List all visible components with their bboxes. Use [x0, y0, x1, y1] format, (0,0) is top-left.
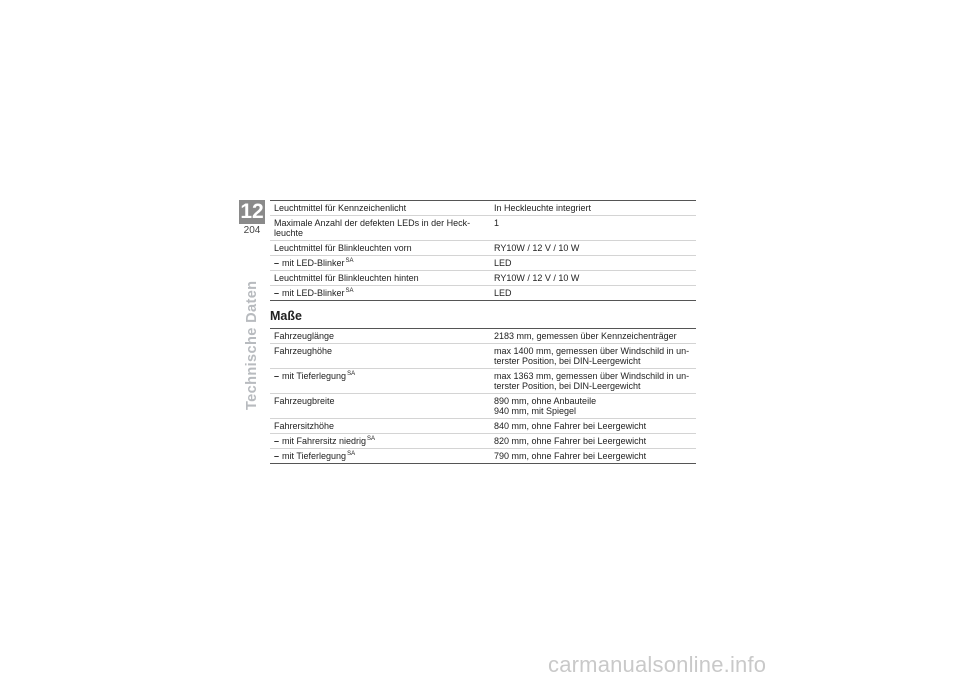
table-row	[270, 241, 696, 256]
row-label: – mit Fahrersitz niedrig$^{SA}$	[270, 434, 490, 449]
table-row	[270, 344, 696, 369]
table-row	[270, 201, 696, 216]
row-label: Leuchtmittel für Blinkleuchten hinten	[270, 271, 490, 286]
row-label: – mit LED-Blinker$^{SA}$	[270, 256, 490, 271]
row-value: max 1400 mm, gemessen über Windschild in un-terster Position, bei DIN-Leergewicht	[490, 344, 696, 369]
table-row	[270, 286, 696, 301]
row-value: 790 mm, ohne Fahrer bei Leergewicht	[490, 449, 696, 464]
row-label: – mit LED-Blinker$^{SA}$	[270, 286, 490, 301]
row-label: Fahrzeuglänge	[270, 329, 490, 344]
table-row	[270, 434, 696, 449]
dimensions-table	[270, 328, 696, 464]
row-value: 840 mm, ohne Fahrer bei Leergewicht	[490, 419, 696, 434]
row-label: Leuchtmittel für Blinkleuchten vorn	[270, 241, 490, 256]
table-row	[270, 329, 696, 344]
side-title-container	[238, 238, 268, 418]
row-label: – mit Tieferlegung$^{SA}$	[270, 369, 490, 394]
table-row	[270, 394, 696, 419]
row-value: LED	[490, 286, 696, 301]
table-row	[270, 216, 696, 241]
row-value: 820 mm, ohne Fahrer bei Leergewicht	[490, 434, 696, 449]
row-value: 890 mm, ohne Anbauteile 940 mm, mit Spiegel	[490, 394, 696, 419]
row-label: – mit Tieferlegung$^{SA}$	[270, 449, 490, 464]
watermark: carmanualsonline.info	[548, 652, 767, 677]
table-row	[270, 449, 696, 464]
row-value: 1	[490, 216, 696, 241]
table-row	[270, 256, 696, 271]
row-value: RY10W / 12 V / 10 W	[490, 241, 696, 256]
lighting-table	[270, 200, 696, 301]
table-row	[270, 369, 696, 394]
table-row	[270, 419, 696, 434]
row-value: max 1363 mm, gemessen über Windschild in un-terster Position, bei DIN-Leergewicht	[490, 369, 696, 394]
row-label: Fahrzeughöhe	[270, 344, 490, 369]
section-heading: Maße	[270, 309, 302, 323]
table-row	[270, 271, 696, 286]
row-label: Leuchtmittel für Kennzeichenlicht	[270, 201, 490, 216]
row-value: 2183 mm, gemessen über Kennzeichenträger	[490, 329, 696, 344]
row-label: Fahrzeugbreite	[270, 394, 490, 419]
row-value: LED	[490, 256, 696, 271]
page-number: 204	[243, 225, 261, 236]
chapter-title: Technische Daten	[244, 280, 260, 410]
row-value: RY10W / 12 V / 10 W	[490, 271, 696, 286]
row-label: Fahrersitzhöhe	[270, 419, 490, 434]
chapter-number: 12	[240, 200, 264, 223]
row-label: Maximale Anzahl der defekten LEDs in der Heck-leuchte	[270, 216, 490, 241]
row-value: In Heckleuchte integriert	[490, 201, 696, 216]
